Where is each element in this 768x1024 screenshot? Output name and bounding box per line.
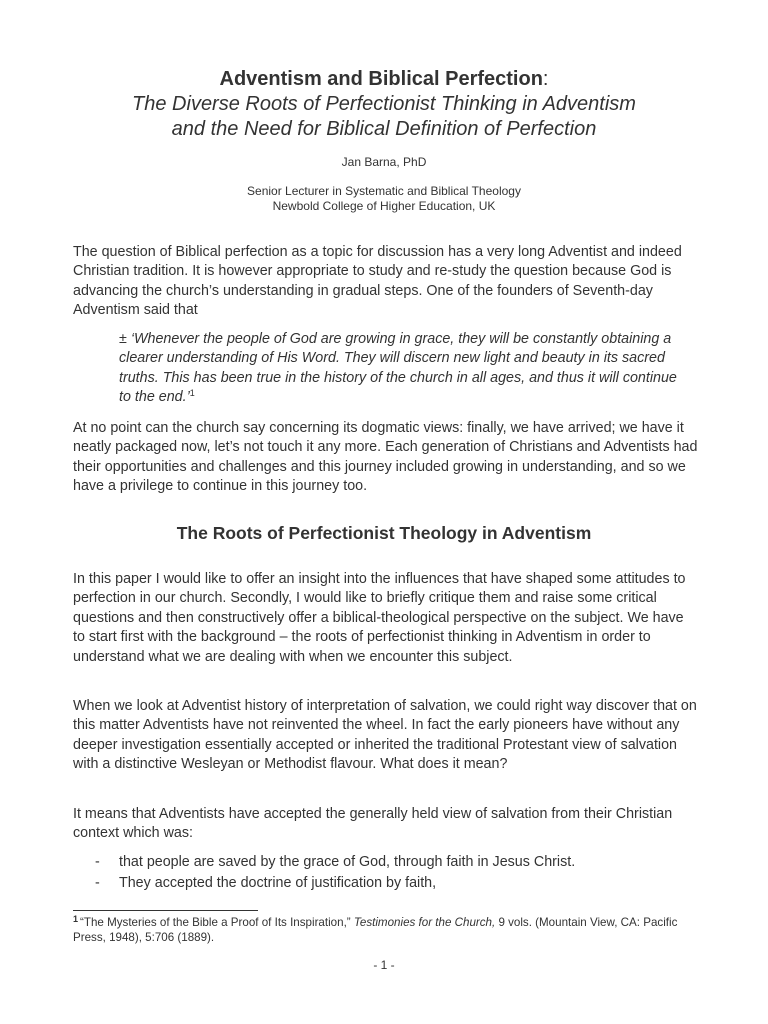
subtitle-line-1: The Diverse Roots of Perfectionist Thinking in Adventism xyxy=(132,93,636,115)
quote-text: ± ‘Whenever the people of God are growing in grace, they will be constantly obtaining a clearer understanding of His Word. They will discern new light and beauty in its sacred truths. This has been true in the history of the church in all ages, and thus it will continue to the end.’ xyxy=(119,331,677,406)
bullet-marker: - xyxy=(95,875,100,891)
intro-paragraph xyxy=(73,243,699,321)
title-block xyxy=(0,66,768,214)
document-title xyxy=(0,66,768,92)
footnote-reference[interactable]: 1 xyxy=(189,388,195,399)
bullet-item: that people are saved by the grace of God, through faith in Jesus Christ. xyxy=(119,854,576,870)
footnote xyxy=(73,915,713,945)
footnote-text: “The Mysteries of the Bible a Proof of Its Inspiration,” xyxy=(80,916,354,929)
affiliation xyxy=(0,184,768,214)
affiliation-line-2: Newbold College of Higher Education, UK xyxy=(272,199,496,213)
bullet-item: They accepted the doctrine of justification by faith, xyxy=(119,875,437,891)
subtitle-line-2: and the Need for Biblical Definition of Perfection xyxy=(171,118,597,140)
page-number: - 1 - xyxy=(373,958,395,972)
section-heading: The Roots of Perfectionist Theology in Adventism xyxy=(176,523,592,543)
paragraph-2 xyxy=(73,419,699,497)
bullet-marker: - xyxy=(95,854,100,870)
paragraph-4 xyxy=(73,697,699,775)
title-colon: : xyxy=(542,68,549,90)
intro-paragraph-text: The question of Biblical perfection as a topic for discussion has a very long Adventist and indeed Christian tradition. It is however appropriate to study and re-study the question because God is advancing the church’s understanding in gradual steps. One of the founders of Seventh-day Adventism said that xyxy=(73,244,682,319)
paragraph-5 xyxy=(73,805,699,844)
footnote-number: 1 xyxy=(73,914,79,924)
affiliation-line-1: Senior Lecturer in Systematic and Biblical Theology xyxy=(247,184,521,198)
block-quote xyxy=(119,330,679,408)
footnote-italic-title: Testimonies for the Church, xyxy=(353,916,496,929)
author: Jan Barna, PhD xyxy=(341,155,427,169)
footnote-divider xyxy=(73,910,258,911)
paragraph-3-text: In this paper I would like to offer an insight into the influences that have shaped some attitudes to perfection in our church. Secondly, I would like to briefly critique them and raise some critical questions and then constructively offer a biblical-theological perspective on the subject. We have to start first with the background – the roots of perfectionist thinking in Adventism in order to understand what we are dealing with when we encounter this subject. xyxy=(73,571,686,665)
paragraph-2-text: At no point can the church say concerning its dogmatic views: finally, we have arrived; we have it neatly packaged now, let’s not touch it any more. Each generation of Christians and Adventists had their opportunities and challenges and this journey included growing in understanding, and so we have a privilege to continue in this journey too. xyxy=(73,420,698,495)
paragraph-5-text: It means that Adventists have accepted the generally held view of salvation from their Christian context which was: xyxy=(73,806,673,842)
footnote-citation: 9 vols. (Mountain View, CA: Pacific Press, 1948), 5:706 (1889). xyxy=(73,916,678,944)
paragraph-3 xyxy=(73,570,699,667)
title-text: Adventism and Biblical Perfection xyxy=(219,68,543,90)
paragraph-4-text: When we look at Adventist history of interpretation of salvation, we could right way discover that on this matter Adventists have not reinvented the wheel. In fact the early pioneers have without any deeper investigation essentially accepted or inherited the traditional Protestant view of salvation with a distinctive Wesleyan or Methodist flavour. What does it mean? xyxy=(73,698,697,773)
